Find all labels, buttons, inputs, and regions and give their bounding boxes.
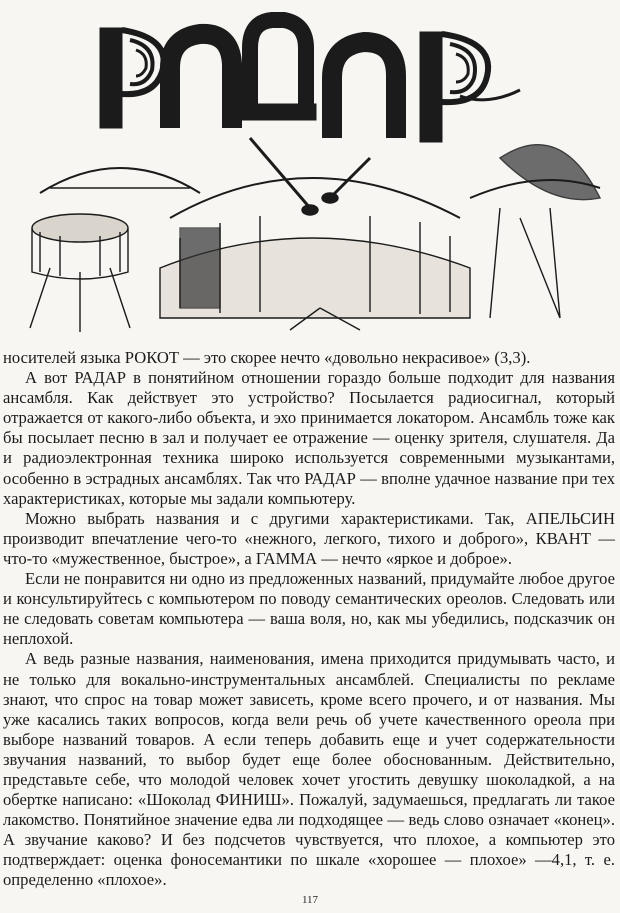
article-text bbox=[3, 348, 615, 891]
radar-title-lettering bbox=[100, 20, 520, 142]
paragraph: носителей языка РОКОТ — это скорее нечто «довольно некрасивое» (3,3). bbox=[3, 348, 531, 367]
paragraph: А вот РАДАР в понятийном отношении гораздо больше подходит для названия ансамбля. Как действует это устройство? Посылается радиосигнал, который отражается от какого-либо объекта, и эхо принимается локатором. Ансамбль тоже как бы посылает песню в зал и получает ее отражение — оценку зрителя, слушателя. Да и радиоэлектронная техника широко используется современными музыкантами, особенно в эстрадных ансамблях. Так что РАДАР — вполне удачное название при тех характеристиках, которые мы задали компьютеру. bbox=[3, 368, 615, 508]
paragraph: Если не понравится ни одно из предложенных названий, придумайте любое другое и консультируйтесь с компьютером по поводу семантических ореолов. Следовать или не следовать советам компьютера — ваша воля, но, как мы убедились, подсказчик он неплохой. bbox=[3, 569, 615, 649]
paragraph: Можно выбрать названия и с другими характеристиками. Так, АПЕЛЬСИН производит впечатление чего-то «нежного, легкого, тихого и доброго», КВАНТ — что-то «мужественное, быстрое», а ГАММА — нечто «яркое и доброе». bbox=[3, 508, 615, 568]
drum-kit-illustration bbox=[20, 8, 608, 340]
page-number: 117 bbox=[301, 894, 319, 906]
paragraph: А ведь разные названия, наименования, имена приходится придумывать часто, и не только для вокально-инструментальных ансамблей. Специалисты по рекламе знают, что спрос на товар может зависеть, кроме всего прочего, и от названия. Мы уже касались таких вопросов, когда вели речь об учете качественного ореола при выборе названий товаров. А если теперь добавить еще и учет содержательности звучания названий, то выбор будет еще более обоснованным. Действительно, представьте себе, что молодой человек хочет угостить девушку шоколадкой, а на обертке написано: «Шоколад ФИНИШ». Пожалуй, задумаешься, предлагать ли такое лакомство. Понятийное значение едва ли подходящее — ведь слово означает «конец». А звучание каково? И без подсчетов чувствуется, что плохое, а компьютер это подтверждает: оценка фоносемантики по шкале «хорошее — плохое» —4,1, т. е. определенно «плохое». bbox=[3, 649, 615, 890]
drums bbox=[30, 138, 600, 332]
